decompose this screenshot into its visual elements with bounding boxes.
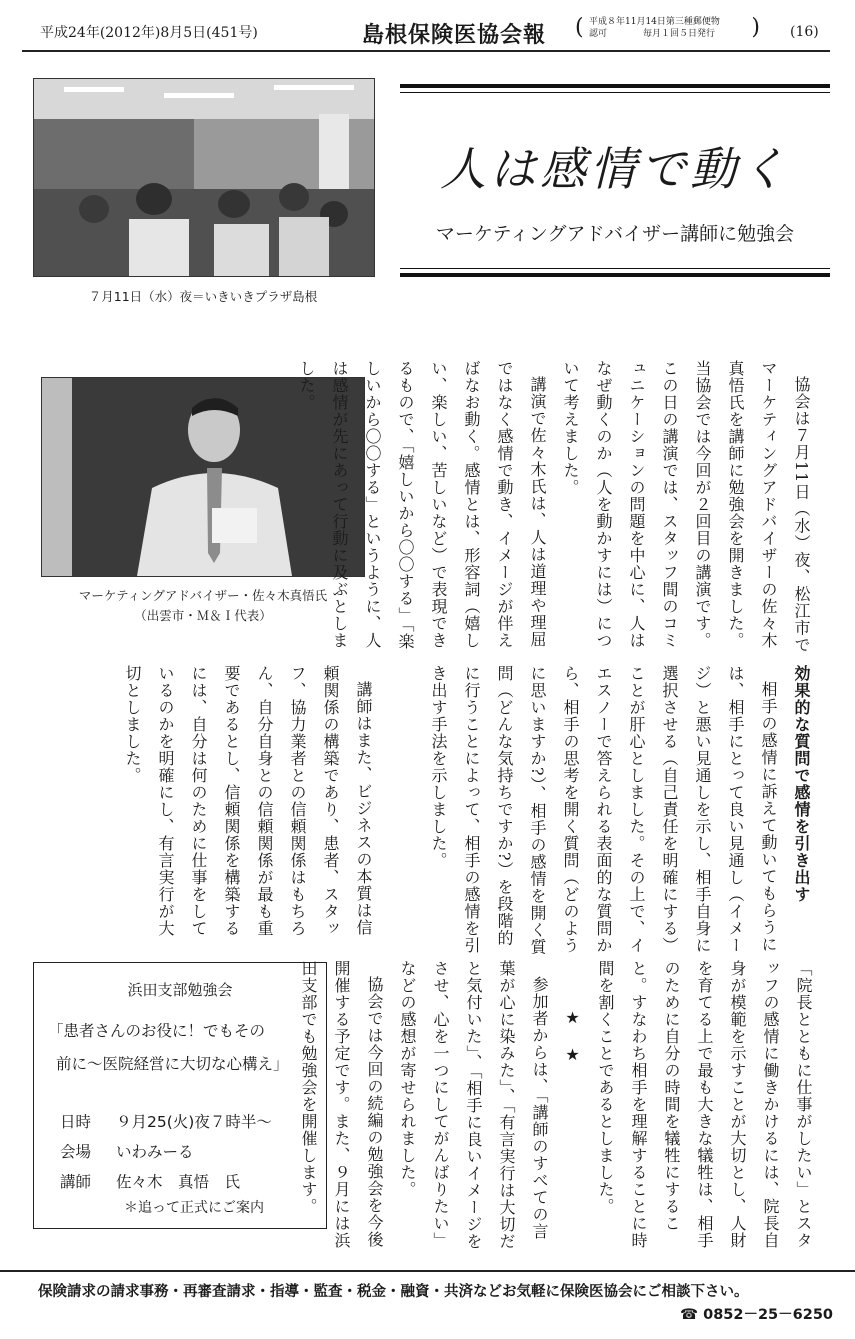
- notice-theme-line-2: 前に～医院経営に大切な心構え」: [56, 1055, 289, 1073]
- article-paragraph: 参加者からは、「講師のすべての言葉が心に染みた」、「有言実行は大切だと気付いた」、「相手に良いイメージをさせ、心を一つにしてがんばりたい」などの感想が寄せられました。: [398, 960, 549, 1250]
- headline-rule-bottom: [400, 273, 830, 277]
- header-divider: [22, 50, 830, 52]
- postal-line-2: 認可 毎月１回５日発行: [589, 29, 716, 39]
- article-paragraph: 講演で佐々木氏は、人は道理や理屈ではなく感情で動き、イメージが伴えばなお動く。感情とは、形容詞（嬉しい、楽しい、苦しいなど）で表現できるもので、「嬉しいから〇〇する」「楽しいから〇〇する」というように、人は感情が先にあって行動に及ぶとしました。: [297, 360, 547, 650]
- headline-rule-top-thin: [400, 92, 830, 93]
- article-paragraph: 講師はまた、ビジネスの本質は信頼関係の構築であり、患者、スタッフ、協力業者との信頼関係はもちろん、自分自身との信頼関係が最も重要であるとし、信頼関係を構築するには、自分は何のために仕事をしているのかを明確にし、有言実行が大切としました。: [123, 665, 373, 937]
- photo-caption-1: ７月11日（水）夜＝いきいきプラザ島根: [88, 289, 318, 304]
- footer-divider: [0, 1270, 855, 1272]
- seminar-photo: [33, 78, 375, 277]
- page-number: (16): [790, 24, 819, 40]
- notice-date-value: ９月25(火)夜７時半～: [116, 1113, 272, 1131]
- issue-date: 平成24年(2012年)8月5日(451号): [40, 25, 258, 41]
- speaker-caption-name: マーケティングアドバイザー・佐々木真悟氏: [78, 588, 328, 603]
- article-tier-2: [380, 665, 818, 960]
- article-tier-3: [299, 960, 820, 1250]
- notice-date-label: 日時: [60, 1113, 92, 1131]
- notice-venue-label: 会場: [60, 1143, 92, 1161]
- headline-rule-top: [400, 84, 830, 88]
- notice-note: ＊追って正式にご案内: [124, 1200, 264, 1216]
- article-tier-2-left: [60, 665, 380, 945]
- branch-study-notice: [33, 962, 327, 1229]
- notice-speaker-row: [60, 1170, 240, 1192]
- article-tier-1: [297, 360, 818, 660]
- article-paragraph: 「院長とともに仕事がしたい」とスタッフの感情に働きかけるには、院長自身が模範を示すことが大切とし、人財を育てる上で最も大きな犠牲は、相手のために自分の時間を犠牲にすること。すなわち相手を理解することに時間を割くことであるとしました。: [596, 960, 813, 1249]
- footer-message: 保険請求の請求事務・再審査請求・指導・監査・税金・融資・共済などお気軽に保険医協会にご相談下さい。: [38, 1284, 749, 1300]
- postal-notice: ( 平成８年11月14日第三種郵便物 認可 毎月１回５日発行 ): [575, 15, 760, 40]
- article-paragraph: 協会では今回の続編の勉強会を今後開催する予定です。また、９月には浜田支部でも勉強会を開催します。: [299, 960, 384, 1249]
- notice-venue-row: [60, 1140, 194, 1162]
- article-paragraph: 相手の感情に訴えて動いてもらうには、相手にとって良い見通し（イメージ）と悪い見通しを示し、相手自身に選択させる（自己責任を明確にする）ことが肝心としました。その上で、イエスノーで答えられる表面的な質問から、相手の思考を開く質問（どのように思いますか?）、相手の感情を開く質問（どんな気持ちですか?）を段階的に行うことによって、相手の感情を引き出す手法を示しました。: [429, 665, 778, 956]
- section-subhead: 効果的な質問で感情を引き出す: [792, 665, 811, 903]
- speaker-caption-affiliation: （出雲市・Ｍ＆Ｉ代表）: [134, 608, 272, 623]
- article-subheadline: マーケティングアドバイザー講師に勉強会: [435, 223, 795, 245]
- notice-theme-line-1: 「患者さんのお役に！でもその: [48, 1022, 266, 1040]
- notice-title: 浜田支部勉強会: [127, 981, 233, 999]
- notice-speaker-value: 佐々木 真悟 氏: [116, 1173, 241, 1191]
- article-headline: 人は感情で動く: [440, 142, 790, 196]
- article-paragraph: 協会は７月11日（水）夜、松江市でマーケティングアドバイザーの佐々木真悟氏を講師に勉強会を開きました。当協会では今回が２回目の講演です。この日の講演では、スタッフ間のコミュニケーションの問題を中心に、人はなぜ動くのか（人を動かすには）について考えました。: [561, 360, 811, 654]
- notice-speaker-label: 講師: [60, 1173, 92, 1191]
- headline-rule-bottom-thin: [400, 268, 830, 269]
- footer-phone: ☎ 0852－25－6250: [680, 1307, 834, 1323]
- postal-line-1: 平成８年11月14日第三種郵便物: [589, 17, 720, 27]
- section-stars: ★ ★: [563, 1008, 582, 1065]
- newsletter-title: 島根保険医協会報: [362, 22, 547, 48]
- notice-date-row: [60, 1110, 272, 1132]
- notice-venue-value: いわみーる: [116, 1143, 194, 1161]
